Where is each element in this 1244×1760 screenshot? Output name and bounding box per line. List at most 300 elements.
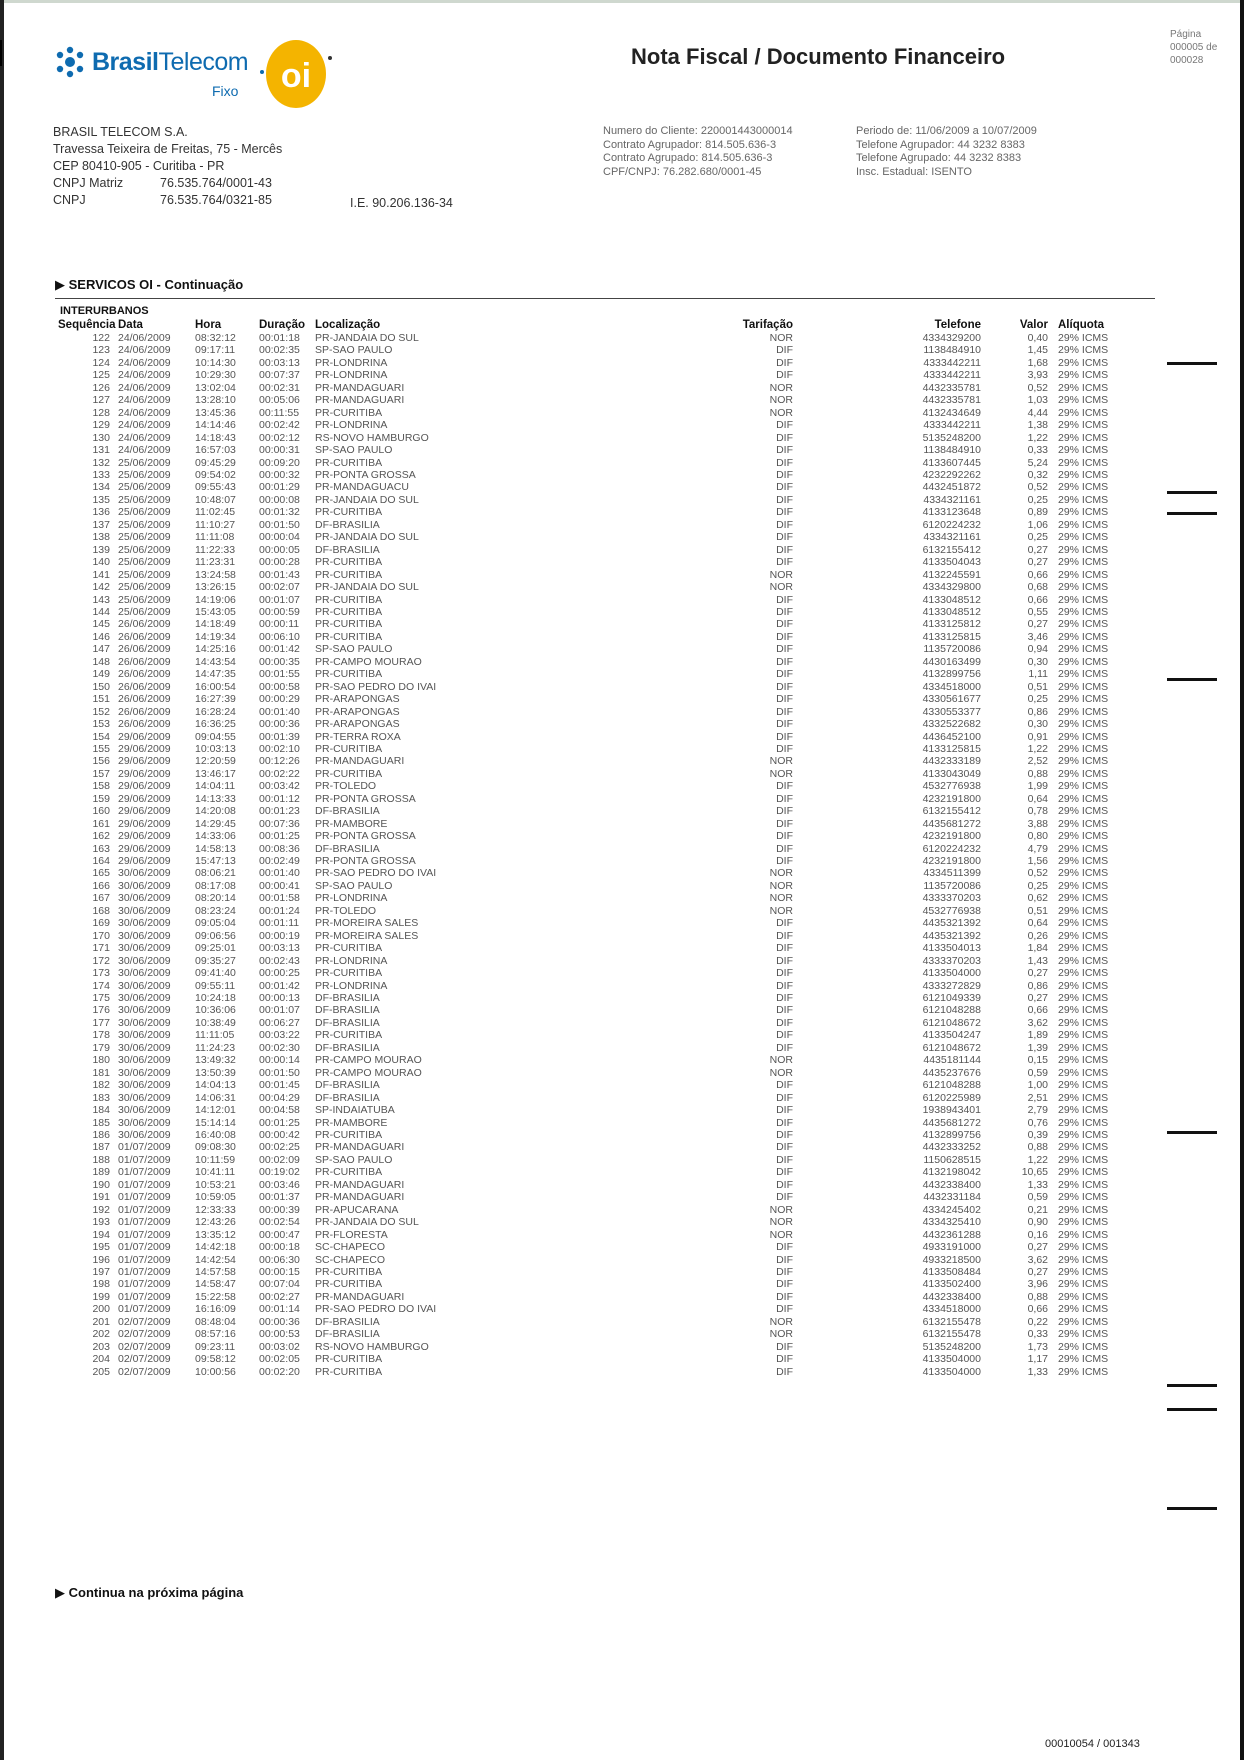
cnpj-label: CNPJ — [53, 193, 86, 207]
table-row — [58, 506, 1158, 518]
table-row — [58, 656, 1158, 668]
table-row — [58, 606, 1158, 618]
cell-data: 02/07/2009 — [118, 1365, 171, 1378]
cell-telefone: 6120224232 — [922, 842, 981, 855]
cell-valor: 3,62 — [1027, 1016, 1048, 1029]
col-telefone: Telefone — [934, 319, 981, 331]
cell-hora: 14:58:47 — [195, 1278, 236, 1291]
cell-tarifacao: DIF — [776, 1153, 793, 1166]
cell-hora: 10:00:56 — [195, 1365, 236, 1378]
cell-valor: 0,78 — [1027, 805, 1048, 818]
cell-hora: 09:54:02 — [195, 468, 236, 481]
col-localizacao: Localização — [315, 319, 381, 331]
company-city: CEP 80410-905 - Curitiba - PR — [53, 159, 225, 173]
cell-aliquota: 29% ICMS — [1058, 1228, 1109, 1241]
table-row — [58, 1092, 1158, 1104]
cell-aliquota: 29% ICMS — [1058, 1029, 1109, 1042]
cell-telefone: 6121048672 — [922, 1041, 981, 1054]
cell-duracao: 00:01:45 — [259, 1079, 300, 1092]
cell-data: 30/06/2009 — [118, 1016, 171, 1029]
cell-sequencia: 199 — [92, 1290, 110, 1303]
cell-sequencia: 128 — [92, 406, 110, 419]
cell-aliquota: 29% ICMS — [1058, 1166, 1109, 1179]
cell-duracao: 00:07:37 — [259, 369, 300, 382]
cell-tarifacao: DIF — [776, 1016, 793, 1029]
cell-valor: 0,88 — [1027, 767, 1048, 780]
cell-tarifacao: DIF — [776, 730, 793, 743]
cell-data: 01/07/2009 — [118, 1203, 171, 1216]
cell-aliquota: 29% ICMS — [1058, 992, 1109, 1005]
client-period-info — [856, 125, 1037, 179]
cell-aliquota: 29% ICMS — [1058, 668, 1109, 681]
cell-hora: 09:08:30 — [195, 1141, 236, 1154]
cell-aliquota: 29% ICMS — [1058, 1265, 1109, 1278]
cell-hora: 12:20:59 — [195, 755, 236, 768]
cell-tarifacao: NOR — [769, 1066, 793, 1079]
cell-telefone: 4132899756 — [922, 1129, 981, 1141]
scan-right-edge — [1240, 0, 1244, 1760]
cell-tarifacao: NOR — [769, 1054, 793, 1067]
cell-hora: 08:32:12 — [195, 332, 236, 344]
cell-sequencia: 157 — [92, 767, 110, 780]
cell-sequencia: 158 — [92, 780, 110, 793]
cell-tarifacao: DIF — [776, 942, 793, 955]
cell-duracao: 00:00:53 — [259, 1328, 300, 1341]
cell-tarifacao: DIF — [776, 693, 793, 706]
cell-hora: 09:04:55 — [195, 730, 236, 743]
company-address: Travessa Teixeira de Freitas, 75 - Mercês — [53, 142, 283, 156]
cell-localizacao: DF-BRASILIA — [315, 1328, 380, 1341]
cell-valor: 1,06 — [1027, 518, 1048, 531]
cell-telefone: 4432333189 — [922, 755, 981, 768]
cell-duracao: 00:04:29 — [259, 1091, 300, 1104]
cell-data: 30/06/2009 — [118, 904, 171, 917]
margin-mark — [1167, 491, 1217, 494]
cell-telefone: 5135248200 — [922, 1340, 981, 1353]
cell-data: 01/07/2009 — [118, 1265, 171, 1278]
cell-localizacao: PR-LONDRINA — [315, 356, 388, 369]
cell-sequencia: 147 — [92, 643, 110, 656]
cell-sequencia: 126 — [92, 381, 110, 394]
cell-telefone: 4334511399 — [923, 867, 981, 880]
cell-duracao: 00:00:19 — [259, 929, 300, 942]
cell-aliquota: 29% ICMS — [1058, 1141, 1109, 1154]
cell-data: 24/06/2009 — [118, 419, 171, 432]
cell-hora: 14:04:11 — [195, 780, 236, 793]
cell-localizacao: PR-APUCARANA — [315, 1203, 399, 1216]
cell-duracao: 00:00:58 — [259, 680, 300, 693]
cell-data: 25/06/2009 — [118, 493, 171, 506]
cell-aliquota: 29% ICMS — [1058, 518, 1109, 531]
cell-telefone: 4330553377 — [922, 705, 981, 718]
cell-data: 29/06/2009 — [118, 767, 171, 780]
cell-telefone: 4232292262 — [922, 468, 981, 481]
table-row — [58, 693, 1158, 705]
cell-valor: 0,52 — [1027, 381, 1048, 394]
cell-aliquota: 29% ICMS — [1058, 1303, 1109, 1316]
cell-data: 30/06/2009 — [118, 1129, 171, 1141]
cell-aliquota: 29% ICMS — [1058, 867, 1109, 880]
cell-tarifacao: DIF — [776, 493, 793, 506]
cell-hora: 10:36:06 — [195, 1004, 236, 1017]
cell-aliquota: 29% ICMS — [1058, 444, 1109, 457]
cell-valor: 0,66 — [1027, 1303, 1048, 1316]
cell-valor: 1,56 — [1027, 855, 1048, 868]
cell-valor: 4,79 — [1027, 842, 1048, 855]
table-row — [58, 892, 1158, 904]
cell-data: 01/07/2009 — [118, 1290, 171, 1303]
cell-sequencia: 138 — [92, 531, 110, 544]
cell-aliquota: 29% ICMS — [1058, 605, 1109, 618]
cell-hora: 10:29:30 — [195, 369, 236, 382]
cell-localizacao: PR-MANDAGUARI — [315, 394, 405, 407]
cell-data: 30/06/2009 — [118, 1004, 171, 1017]
cell-sequencia: 137 — [92, 518, 110, 531]
cell-duracao: 00:07:36 — [259, 817, 300, 830]
cell-valor: 0,59 — [1027, 1191, 1048, 1204]
cell-localizacao: PR-ARAPONGAS — [315, 693, 400, 706]
cell-aliquota: 29% ICMS — [1058, 1016, 1109, 1029]
cell-valor: 0,27 — [1027, 556, 1048, 569]
cell-sequencia: 175 — [92, 992, 110, 1005]
table-row — [58, 768, 1158, 780]
cell-hora: 15:14:14 — [195, 1116, 236, 1129]
cell-localizacao: RS-NOVO HAMBURGO — [315, 1340, 429, 1353]
cell-localizacao: PR-CURITIBA — [315, 593, 383, 606]
cell-sequencia: 139 — [92, 543, 110, 556]
cell-data: 25/06/2009 — [118, 605, 171, 618]
cell-tarifacao: DIF — [776, 1253, 793, 1266]
cell-aliquota: 29% ICMS — [1058, 705, 1109, 718]
cell-sequencia: 122 — [92, 332, 110, 344]
table-row — [58, 1029, 1158, 1041]
cell-aliquota: 29% ICMS — [1058, 543, 1109, 556]
cell-hora: 11:24:23 — [195, 1041, 236, 1054]
cell-hora: 08:23:24 — [195, 904, 236, 917]
cell-duracao: 00:19:02 — [259, 1166, 300, 1179]
cell-valor: 0,86 — [1027, 705, 1048, 718]
cell-tarifacao: DIF — [776, 543, 793, 556]
cell-duracao: 00:05:06 — [259, 394, 300, 407]
cell-valor: 0,27 — [1027, 1241, 1048, 1254]
cell-telefone: 4133125812 — [922, 618, 981, 631]
cell-telefone: 6132155478 — [922, 1315, 981, 1328]
cell-localizacao: DF-BRASILIA — [315, 1315, 380, 1328]
cell-aliquota: 29% ICMS — [1058, 1191, 1109, 1204]
cell-valor: 0,64 — [1027, 917, 1048, 930]
cell-hora: 14:18:43 — [195, 431, 236, 444]
cell-valor: 0,91 — [1027, 730, 1048, 743]
cell-valor: 0,30 — [1027, 655, 1048, 668]
cell-valor: 0,27 — [1027, 992, 1048, 1005]
cell-telefone: 4133504000 — [922, 1365, 981, 1378]
cell-hora: 09:58:12 — [195, 1353, 236, 1366]
cell-hora: 14:42:54 — [195, 1253, 236, 1266]
cell-localizacao: PR-MANDAGUARI — [315, 381, 405, 394]
table-row — [58, 980, 1158, 992]
cell-aliquota: 29% ICMS — [1058, 1054, 1109, 1067]
cell-localizacao: PR-CAMPO MOURAO — [315, 655, 422, 668]
cell-sequencia: 182 — [92, 1079, 110, 1092]
cell-duracao: 00:03:46 — [259, 1178, 300, 1191]
cell-data: 29/06/2009 — [118, 742, 171, 755]
table-row — [58, 1366, 1158, 1378]
cell-telefone: 1150628515 — [923, 1153, 981, 1166]
cell-telefone: 4333442211 — [923, 369, 981, 382]
cell-hora: 14:33:06 — [195, 830, 236, 843]
cell-tarifacao: DIF — [776, 742, 793, 755]
cell-hora: 13:50:39 — [195, 1066, 236, 1079]
cell-tarifacao: DIF — [776, 593, 793, 606]
inscricao-estadual: I.E. 90.206.136-34 — [350, 196, 453, 210]
svg-text:oi: oi — [280, 57, 312, 95]
table-row — [58, 369, 1158, 381]
cell-duracao: 00:00:18 — [259, 1241, 300, 1254]
cell-telefone: 6132155412 — [922, 805, 981, 818]
cell-telefone: 4133123648 — [922, 506, 981, 519]
cell-sequencia: 200 — [92, 1303, 110, 1316]
cell-aliquota: 29% ICMS — [1058, 369, 1109, 382]
table-row — [58, 1328, 1158, 1340]
cell-data: 30/06/2009 — [118, 929, 171, 942]
cell-telefone: 4332522682 — [922, 718, 981, 731]
cell-data: 01/07/2009 — [118, 1228, 171, 1241]
table-row — [58, 1216, 1158, 1228]
cell-valor: 1,00 — [1027, 1079, 1048, 1092]
cell-localizacao: PR-CURITIBA — [315, 406, 383, 419]
cell-duracao: 00:01:29 — [259, 481, 300, 494]
cell-telefone: 6132155412 — [922, 543, 981, 556]
cell-telefone: 4133607445 — [922, 456, 981, 469]
cell-tarifacao: DIF — [776, 506, 793, 519]
cell-valor: 0,27 — [1027, 1265, 1048, 1278]
cell-telefone: 4333442211 — [923, 419, 981, 432]
cell-telefone: 4432335781 — [922, 394, 981, 407]
cell-localizacao: PR-TOLEDO — [315, 780, 377, 793]
cell-telefone: 4435681272 — [922, 1116, 981, 1129]
cell-telefone: 4334329800 — [922, 581, 981, 594]
cell-aliquota: 29% ICMS — [1058, 531, 1109, 544]
table-row — [58, 1303, 1158, 1315]
cell-aliquota: 29% ICMS — [1058, 718, 1109, 731]
table-row — [58, 1067, 1158, 1079]
cell-hora: 09:23:11 — [195, 1340, 236, 1353]
cell-tarifacao: DIF — [776, 1129, 793, 1141]
triangle-icon: ▶ — [55, 277, 69, 292]
cell-tarifacao: DIF — [776, 1104, 793, 1117]
cell-data: 01/07/2009 — [118, 1278, 171, 1291]
cell-duracao: 00:00:31 — [259, 444, 300, 457]
cell-localizacao: PR-TERRA ROXA — [315, 730, 401, 743]
cell-valor: 0,51 — [1027, 680, 1048, 693]
cell-valor: 0,80 — [1027, 830, 1048, 843]
cell-localizacao: PR-PONTA GROSSA — [315, 792, 416, 805]
table-row — [58, 569, 1158, 581]
cell-hora: 11:02:45 — [195, 506, 236, 519]
cell-sequencia: 191 — [92, 1191, 110, 1204]
cell-aliquota: 29% ICMS — [1058, 1004, 1109, 1017]
cell-duracao: 00:12:26 — [259, 755, 300, 768]
cell-duracao: 00:01:12 — [259, 792, 300, 805]
cell-sequencia: 186 — [92, 1129, 110, 1141]
cell-hora: 10:53:21 — [195, 1178, 236, 1191]
table-row — [58, 1117, 1158, 1129]
cell-tarifacao: DIF — [776, 1091, 793, 1104]
cell-hora: 08:20:14 — [195, 892, 236, 905]
cell-localizacao: PR-CURITIBA — [315, 767, 383, 780]
cell-data: 30/06/2009 — [118, 1054, 171, 1067]
cell-valor: 0,59 — [1027, 1066, 1048, 1079]
cell-duracao: 00:01:43 — [259, 568, 300, 581]
cell-localizacao: DF-BRASILIA — [315, 805, 380, 818]
cell-data: 24/06/2009 — [118, 332, 171, 344]
cell-aliquota: 29% ICMS — [1058, 1340, 1109, 1353]
cell-localizacao: PR-CURITIBA — [315, 1365, 383, 1378]
cell-sequencia: 124 — [92, 356, 110, 369]
cell-tarifacao: DIF — [776, 630, 793, 643]
cell-localizacao: PR-MANDAGUARI — [315, 1191, 405, 1204]
cell-telefone: 4334245402 — [922, 1203, 981, 1216]
cell-tarifacao: DIF — [776, 1116, 793, 1129]
cell-duracao: 00:08:36 — [259, 842, 300, 855]
cell-sequencia: 194 — [92, 1228, 110, 1241]
cell-valor: 0,25 — [1027, 693, 1048, 706]
cell-telefone: 4436452100 — [922, 730, 981, 743]
brasil-telecom-mark-icon — [50, 44, 90, 80]
cell-sequencia: 162 — [92, 830, 110, 843]
cell-hora: 14:12:01 — [195, 1104, 236, 1117]
cell-tarifacao: NOR — [769, 406, 793, 419]
cell-duracao: 00:01:39 — [259, 730, 300, 743]
cell-valor: 1,17 — [1027, 1353, 1048, 1366]
cell-duracao: 00:01:14 — [259, 1303, 300, 1316]
cell-hora: 14:42:18 — [195, 1241, 236, 1254]
table-row — [58, 942, 1158, 954]
cell-sequencia: 177 — [92, 1016, 110, 1029]
cell-sequencia: 135 — [92, 493, 110, 506]
cell-data: 25/06/2009 — [118, 581, 171, 594]
table-row — [58, 494, 1158, 506]
cell-data: 26/06/2009 — [118, 680, 171, 693]
cell-aliquota: 29% ICMS — [1058, 954, 1109, 967]
cell-sequencia: 159 — [92, 792, 110, 805]
cell-tarifacao: NOR — [769, 767, 793, 780]
cell-tarifacao: DIF — [776, 705, 793, 718]
contrato-agrupador: Contrato Agrupador: 814.505.636-3 — [603, 138, 777, 151]
cell-telefone: 4133125815 — [922, 742, 981, 755]
cell-duracao: 00:00:05 — [259, 543, 300, 556]
cell-aliquota: 29% ICMS — [1058, 1365, 1109, 1378]
cell-localizacao: PR-MANDAGUARI — [315, 1141, 405, 1154]
cell-localizacao: SP-SAO PAULO — [315, 1153, 393, 1166]
cell-hora: 14:06:31 — [195, 1091, 236, 1104]
cell-hora: 08:48:04 — [195, 1315, 236, 1328]
col-tarifacao: Tarifação — [742, 319, 793, 331]
table-row — [58, 1266, 1158, 1278]
table-row — [58, 1104, 1158, 1116]
cell-data: 24/06/2009 — [118, 431, 171, 444]
cell-valor: 0,52 — [1027, 867, 1048, 880]
cell-duracao: 00:06:10 — [259, 630, 300, 643]
cell-valor: 1,38 — [1027, 419, 1048, 432]
table-row — [58, 681, 1158, 693]
cell-hora: 14:19:06 — [195, 593, 236, 606]
cell-localizacao: PR-MANDAGUACU — [315, 481, 409, 494]
cell-telefone: 4432451872 — [922, 481, 981, 494]
cell-telefone: 4532776938 — [922, 904, 981, 917]
cell-sequencia: 134 — [92, 481, 110, 494]
cell-hora: 08:06:21 — [195, 867, 236, 880]
cell-localizacao: PR-MAMBORE — [315, 1116, 388, 1129]
cell-valor: 1,11 — [1028, 668, 1048, 681]
cell-sequencia: 125 — [92, 369, 110, 382]
cell-valor: 0,90 — [1027, 1216, 1048, 1229]
cell-duracao: 00:02:31 — [259, 381, 300, 394]
cell-telefone: 5135248200 — [922, 431, 981, 444]
cell-data: 24/06/2009 — [118, 356, 171, 369]
cell-aliquota: 29% ICMS — [1058, 792, 1109, 805]
cell-tarifacao: DIF — [776, 655, 793, 668]
cell-data: 01/07/2009 — [118, 1216, 171, 1229]
table-row — [58, 1316, 1158, 1328]
cell-hora: 13:35:12 — [195, 1228, 236, 1241]
cell-data: 30/06/2009 — [118, 1079, 171, 1092]
cell-sequencia: 123 — [92, 344, 110, 357]
cell-telefone: 4432333252 — [922, 1141, 981, 1154]
cell-duracao: 00:03:02 — [259, 1340, 300, 1353]
cell-valor: 0,51 — [1027, 904, 1048, 917]
continue-note: ▶ Continua na próxima página — [55, 1585, 244, 1600]
cell-localizacao: PR-CURITIBA — [315, 942, 383, 955]
cell-tarifacao: NOR — [769, 879, 793, 892]
cell-tarifacao: DIF — [776, 718, 793, 731]
cell-valor: 1,45 — [1027, 344, 1048, 357]
cell-sequencia: 144 — [92, 605, 110, 618]
cell-duracao: 00:00:13 — [259, 992, 300, 1005]
cell-aliquota: 29% ICMS — [1058, 942, 1109, 955]
cell-data: 29/06/2009 — [118, 830, 171, 843]
cell-sequencia: 187 — [92, 1141, 110, 1154]
cell-data: 29/06/2009 — [118, 730, 171, 743]
cell-telefone: 4430163499 — [922, 655, 981, 668]
col-valor: Valor — [1019, 319, 1048, 331]
cell-tarifacao: DIF — [776, 967, 793, 980]
table-row — [58, 469, 1158, 481]
cell-aliquota: 29% ICMS — [1058, 556, 1109, 569]
cell-sequencia: 136 — [92, 506, 110, 519]
cell-hora: 16:27:39 — [195, 693, 236, 706]
cell-aliquota: 29% ICMS — [1058, 855, 1109, 868]
cell-telefone: 4133502400 — [922, 1278, 981, 1291]
cell-valor: 10,65 — [1021, 1166, 1048, 1179]
cell-hora: 16:28:24 — [195, 705, 236, 718]
cell-hora: 14:14:46 — [195, 419, 236, 432]
cell-aliquota: 29% ICMS — [1058, 892, 1109, 905]
table-row — [58, 1291, 1158, 1303]
cell-localizacao: PR-ARAPONGAS — [315, 718, 400, 731]
cell-aliquota: 29% ICMS — [1058, 493, 1109, 506]
table-row — [58, 1341, 1158, 1353]
cell-valor: 1,22 — [1027, 742, 1048, 755]
cell-tarifacao: DIF — [776, 456, 793, 469]
cell-telefone: 4334325410 — [922, 1216, 981, 1229]
cell-sequencia: 168 — [92, 904, 110, 917]
cell-sequencia: 196 — [92, 1253, 110, 1266]
cell-localizacao: DF-BRASILIA — [315, 543, 380, 556]
cell-valor: 0,25 — [1027, 879, 1048, 892]
cell-telefone: 4133504043 — [922, 556, 981, 569]
cell-valor: 2,51 — [1027, 1091, 1048, 1104]
